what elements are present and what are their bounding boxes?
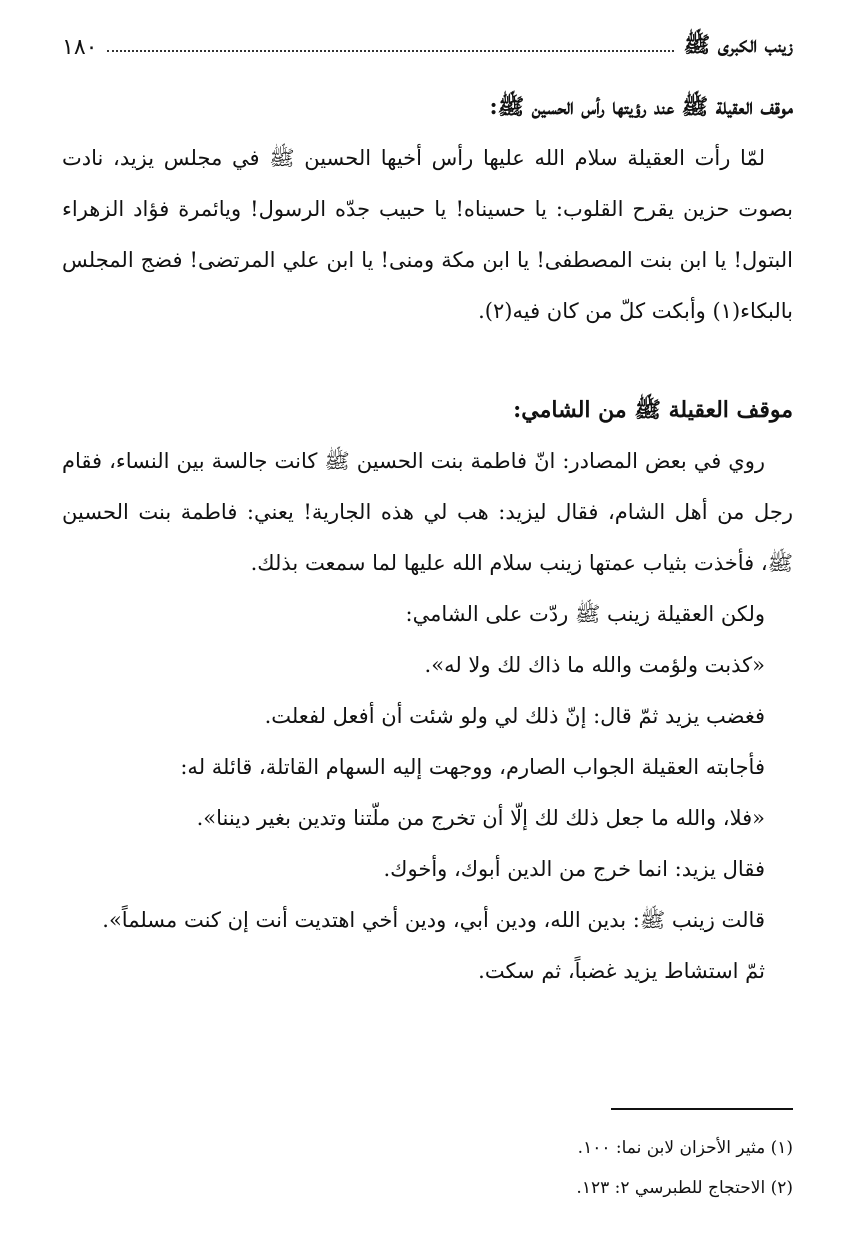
quotation: «فلا، والله ما جعل ذلك لك إلّا أن تخرج من ملّتنا وتدين بغير ديننا». — [196, 806, 765, 830]
paragraph: فأجابته العقيلة الجواب الصارم، ووجهت إليه السهام القاتلة، قائلة له: — [180, 755, 765, 779]
paragraph: قالت زينب ﷺ: بدين الله، ودين أبي، ودين أخي اهتديت أنت إن كنت مسلماً». — [102, 908, 765, 932]
section-heading: موقف العقيلة ﷺ عند رؤيتها رأس الحسين ﷺ: — [489, 94, 793, 120]
footnote-item: (١) مثير الأحزان لابن نما: ١٠٠. — [577, 1138, 793, 1158]
header-dotted-leader — [107, 50, 673, 52]
footnote-item: (٢) الاحتجاج للطبرسي ٢: ١٢٣. — [576, 1178, 793, 1198]
section-heading: موقف العقيلة ﷺ من الشامي: — [513, 397, 793, 423]
footnotes — [62, 1128, 793, 1208]
paragraph: فغضب يزيد ثمّ قال: إنّ ذلك لي ولو شئت أن أفعل لفعلت. — [264, 704, 765, 728]
footnote-separator — [611, 1108, 793, 1110]
paragraph: ولكن العقيلة زينب ﷺ ردّت على الشامي: — [405, 602, 765, 626]
paragraph: فقال يزيد: انما خرج من الدين أبوك، وأخوك. — [383, 857, 765, 881]
running-header — [62, 30, 793, 64]
quotation: «كذبت ولؤمت والله ما ذاك لك ولا له». — [424, 653, 765, 677]
paragraph: روي في بعض المصادر: انّ فاطمة بنت الحسين ﷺ كانت جالسة بين النساء، فقام رجل من أهل الشام، فقال ليزيد: هب لي هذه الجارية! يعني: فاطمة بنت الحسين ﷺ، فأخذت بثياب عمتها زينب سلام الله عليها لما سمعت بذلك. — [62, 449, 793, 575]
section-spacer — [62, 337, 793, 385]
page-number: ١٨٠ — [62, 34, 98, 60]
main-text — [62, 82, 793, 997]
paragraph: ثمّ استشاط يزيد غضباً، ثم سكت. — [478, 959, 765, 983]
running-title: زينب الكبرى ﷺ — [683, 32, 793, 58]
paragraph: لمّا رأت العقيلة سلام الله عليها رأس أخيها الحسين ﷺ في مجلس يزيد، نادت بصوت حزين يقرح القلوب: يا حسيناه! يا حبيب جدّه الرسول! ويائمرة فؤاد الزهراء البتول! يا ابن بنت المصطفى! يا ابن مكة ومنى! يا ابن علي المرتضى! فضج المجلس بالبكاء(١) وأبكت كلّ من كان فيه(٢). — [62, 146, 793, 323]
